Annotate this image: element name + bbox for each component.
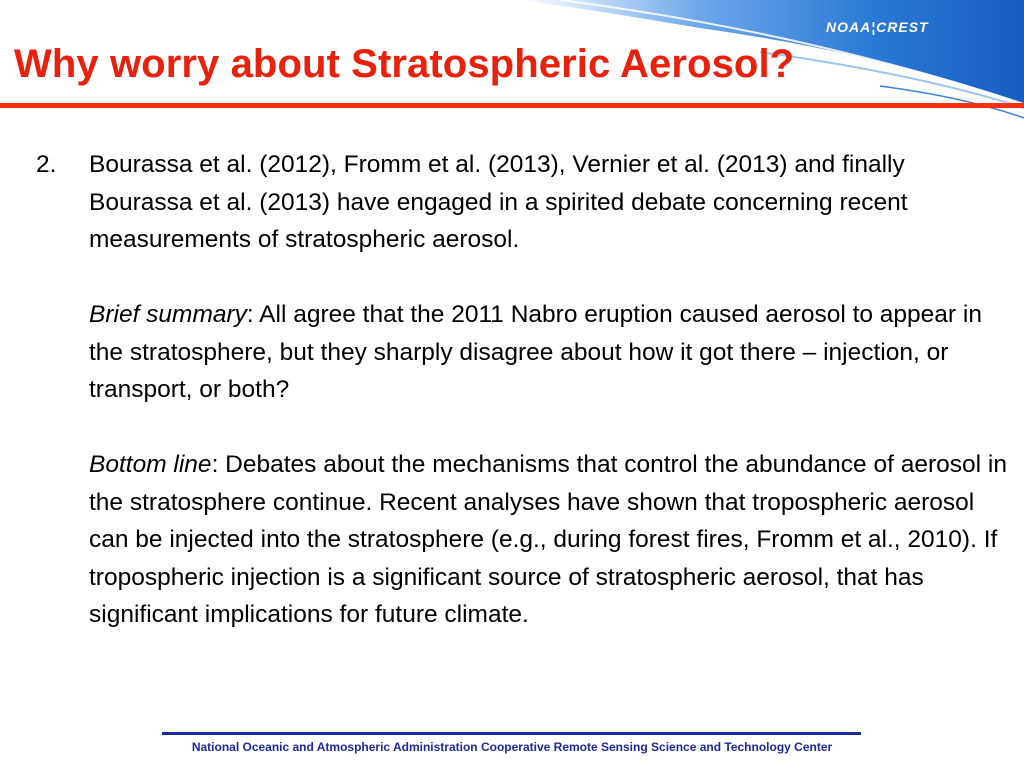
list-item-body — [89, 146, 1011, 634]
summary-paragraph — [89, 296, 1011, 409]
debate-paragraph: Bourassa et al. (2012), Fromm et al. (2013), Vernier et al. (2013) and finally Bourassa et al. (2013) have engaged in a spirited debate concerning recent measurements of stratospheric aerosol. — [89, 151, 908, 253]
footer-text: National Oceanic and Atmospheric Administration Cooperative Remote Sensing Science and Technology Center — [191, 740, 833, 754]
summary-lead: Brief summary — [89, 301, 247, 328]
slide-title: Why worry about Stratospheric Aerosol? — [14, 42, 795, 86]
slide-body — [36, 146, 1011, 634]
title-divider — [0, 103, 1024, 108]
bottom-line-text: : Debates about the mechanisms that control the abundance of aerosol in the stratosphere continue. Recent analyses have shown that tropospheric aerosol can be injected into the stratosphere (e.g., during forest fires, Fromm et al., 2010). If tropospheric injection is a significant source of stratospheric aerosol, that has significant implications for future climate. — [89, 451, 1007, 628]
summary-text: : All agree that the 2011 Nabro eruption caused aerosol to appear in the stratosphere, but they sharply disagree about how it got there – injection, or transport, or both? — [89, 301, 982, 403]
bottom-line-paragraph — [89, 446, 1011, 634]
footer-divider — [162, 732, 861, 735]
list-item-number: 2. — [36, 151, 57, 178]
noaa-crest-logo: NOAA¦CREST — [826, 19, 929, 35]
bottom-line-lead: Bottom line — [89, 451, 212, 478]
